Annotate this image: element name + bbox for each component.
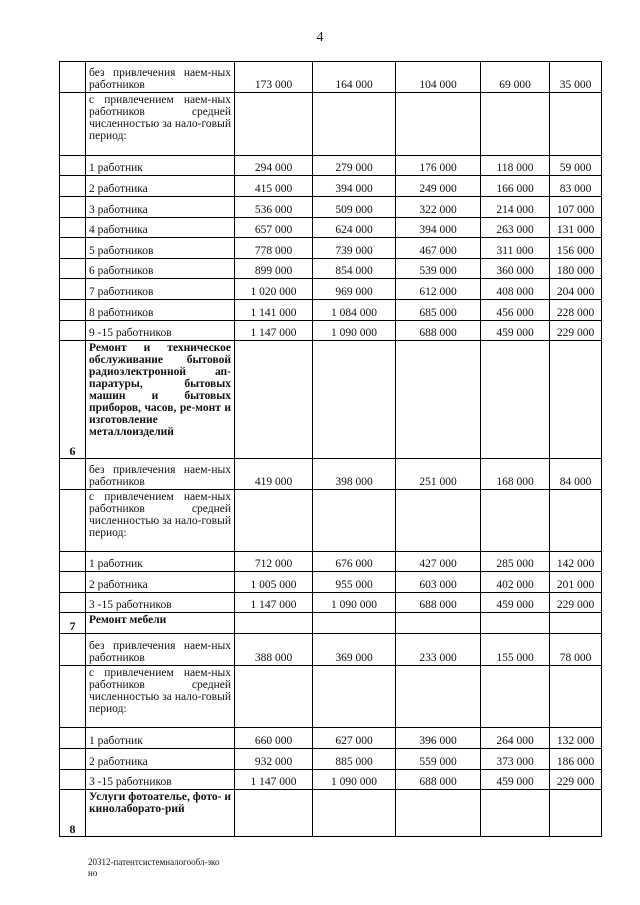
value-cell: 739 000 [313,238,396,259]
value-cell [235,93,313,156]
value-cell: 142 000 [550,552,602,572]
table-row [60,321,602,341]
value-cell: 168 000 [481,459,550,490]
value-cell: 83 000 [550,176,602,197]
table-row [60,238,602,259]
row-number-cell [60,770,86,790]
value-cell: 229 000 [550,321,602,341]
value-cell: 369 000 [313,634,396,666]
row-number-cell: 8 [60,790,86,837]
value-cell: 612 000 [396,279,481,300]
table-row [60,790,602,837]
value-cell: 885 000 [313,749,396,770]
value-cell [396,666,481,728]
table-row [60,459,602,490]
value-cell [235,666,313,728]
table-row [60,300,602,321]
row-number-cell [60,749,86,770]
description-cell: Услуги фотоателье, фото- и кинолаборато-рий [86,790,235,837]
value-cell [396,341,481,459]
value-cell: 118 000 [481,156,550,176]
row-number-cell [60,197,86,218]
value-cell: 166 000 [481,176,550,197]
table-row [60,666,602,728]
table-row [60,259,602,279]
description-cell: Ремонт и техническое обслуживание бытовой радиоэлектронной ап-паратуры, бытовых машин и бытовых приборов, часов, ре-монт и изготовление металлоизделий [86,341,235,459]
value-cell: 155 000 [481,634,550,666]
table-row [60,197,602,218]
value-cell: 456 000 [481,300,550,321]
description-cell: 1 работник [86,728,235,749]
value-cell: 107 000 [550,197,602,218]
value-cell: 35 000 [550,62,602,93]
description-cell: 2 работника [86,572,235,593]
value-cell: 285 000 [481,552,550,572]
value-cell: 559 000 [396,749,481,770]
value-cell: 1 090 000 [313,593,396,613]
value-cell: 204 000 [550,279,602,300]
value-cell: 59 000 [550,156,602,176]
table-row [60,93,602,156]
table-row [60,62,602,93]
value-cell [235,613,313,634]
value-cell: 229 000 [550,593,602,613]
value-cell [550,666,602,728]
value-cell: 394 000 [313,176,396,197]
value-cell [481,790,550,837]
table-row [60,728,602,749]
value-cell: 899 000 [235,259,313,279]
footer-line-1: 20312-патентсистемналогообл-зко [88,857,220,867]
value-cell: 539 000 [396,259,481,279]
description-cell: с привлечением наем-ных работников средней численностью за нало-говый период: [86,93,235,156]
value-cell [313,341,396,459]
value-cell: 676 000 [313,552,396,572]
value-cell: 396 000 [396,728,481,749]
description-cell: без привлечения наем-ных работников [86,634,235,666]
description-cell: без привлечения наем-ных работников [86,459,235,490]
value-cell: 104 000 [396,62,481,93]
table-row [60,634,602,666]
value-cell: 228 000 [550,300,602,321]
value-cell: 233 000 [396,634,481,666]
value-cell: 627 000 [313,728,396,749]
value-cell: 201 000 [550,572,602,593]
description-cell: 6 работников [86,259,235,279]
value-cell: 394 000 [396,218,481,238]
tax-rates-table [59,61,602,837]
value-cell: 657 000 [235,218,313,238]
description-cell: 1 работник [86,552,235,572]
row-number-cell [60,218,86,238]
value-cell: 660 000 [235,728,313,749]
value-cell: 688 000 [396,593,481,613]
value-cell: 1 147 000 [235,321,313,341]
value-cell [481,666,550,728]
value-cell: 854 000 [313,259,396,279]
description-cell: 3 работника [86,197,235,218]
value-cell [550,93,602,156]
value-cell: 932 000 [235,749,313,770]
value-cell: 509 000 [313,197,396,218]
value-cell: 294 000 [235,156,313,176]
value-cell: 373 000 [481,749,550,770]
value-cell: 1 147 000 [235,770,313,790]
row-number-cell [60,593,86,613]
value-cell [481,613,550,634]
description-cell: 5 работников [86,238,235,259]
row-number-cell [60,321,86,341]
value-cell: 685 000 [396,300,481,321]
footer-doc-id [88,857,219,879]
value-cell: 459 000 [481,593,550,613]
row-number-cell [60,459,86,490]
description-cell: 3 -15 работников [86,593,235,613]
value-cell: 1 084 000 [313,300,396,321]
value-cell [550,341,602,459]
value-cell [550,790,602,837]
description-cell: без привлечения наем-ных работников [86,62,235,93]
value-cell [313,790,396,837]
value-cell [396,790,481,837]
value-cell: 459 000 [481,770,550,790]
row-number-cell [60,279,86,300]
row-number-cell [60,552,86,572]
value-cell: 712 000 [235,552,313,572]
table-row [60,176,602,197]
value-cell: 688 000 [396,770,481,790]
table-row [60,613,602,634]
value-cell: 388 000 [235,634,313,666]
value-cell: 1 147 000 [235,593,313,613]
value-cell [481,93,550,156]
table-row [60,770,602,790]
value-cell [313,93,396,156]
value-cell: 156 000 [550,238,602,259]
value-cell: 459 000 [481,321,550,341]
value-cell: 264 000 [481,728,550,749]
row-number-cell [60,728,86,749]
table-body [60,62,602,837]
value-cell: 132 000 [550,728,602,749]
value-cell: 1 141 000 [235,300,313,321]
value-cell: 131 000 [550,218,602,238]
value-cell: 419 000 [235,459,313,490]
row-number-cell: 7 [60,613,86,634]
value-cell: 360 000 [481,259,550,279]
page-number: 4 [316,30,324,45]
description-cell: 2 работника [86,176,235,197]
footer-line-2: но [88,868,98,878]
description-cell: 2 работника [86,749,235,770]
value-cell: 536 000 [235,197,313,218]
value-cell [550,613,602,634]
value-cell: 955 000 [313,572,396,593]
value-cell: 427 000 [396,552,481,572]
description-cell: 4 работника [86,218,235,238]
value-cell [235,490,313,552]
row-number-cell [60,259,86,279]
row-number-cell [60,634,86,666]
value-cell [235,341,313,459]
row-number-cell [60,572,86,593]
row-number-cell: 6 [60,341,86,459]
value-cell: 164 000 [313,62,396,93]
table-row [60,156,602,176]
description-cell: с привлечением наем-ных работников средней численностью за нало-говый период: [86,666,235,728]
value-cell: 778 000 [235,238,313,259]
value-cell: 279 000 [313,156,396,176]
table-row [60,593,602,613]
value-cell [313,666,396,728]
row-number-cell [60,666,86,728]
value-cell: 173 000 [235,62,313,93]
row-number-cell [60,490,86,552]
value-cell: 1 005 000 [235,572,313,593]
row-number-cell [60,62,86,93]
row-number-cell [60,238,86,259]
description-cell: 3 -15 работников [86,770,235,790]
description-cell: 7 работников [86,279,235,300]
table-row [60,552,602,572]
value-cell: 467 000 [396,238,481,259]
row-number-cell [60,93,86,156]
table-row [60,279,602,300]
value-cell [235,790,313,837]
value-cell: 251 000 [396,459,481,490]
value-cell: 180 000 [550,259,602,279]
value-cell: 1 090 000 [313,770,396,790]
table-row [60,749,602,770]
value-cell [481,341,550,459]
value-cell: 78 000 [550,634,602,666]
row-number-cell [60,176,86,197]
value-cell: 176 000 [396,156,481,176]
value-cell [313,613,396,634]
value-cell: 69 000 [481,62,550,93]
value-cell: 263 000 [481,218,550,238]
value-cell: 186 000 [550,749,602,770]
value-cell [396,93,481,156]
table-row [60,572,602,593]
table-row [60,490,602,552]
value-cell: 603 000 [396,572,481,593]
value-cell: 624 000 [313,218,396,238]
description-cell: 9 -15 работников [86,321,235,341]
value-cell: 214 000 [481,197,550,218]
description-cell: Ремонт мебели [86,613,235,634]
value-cell: 229 000 [550,770,602,790]
value-cell: 688 000 [396,321,481,341]
value-cell: 1 020 000 [235,279,313,300]
table-row [60,218,602,238]
value-cell: 249 000 [396,176,481,197]
value-cell: 408 000 [481,279,550,300]
value-cell [313,490,396,552]
description-cell: 1 работник [86,156,235,176]
value-cell: 398 000 [313,459,396,490]
description-cell: с привлечением наем-ных работников средней численностью за нало-говый период: [86,490,235,552]
value-cell [550,490,602,552]
value-cell: 84 000 [550,459,602,490]
value-cell: 311 000 [481,238,550,259]
value-cell [481,490,550,552]
value-cell: 322 000 [396,197,481,218]
row-number-cell [60,156,86,176]
table-row [60,341,602,459]
description-cell: 8 работников [86,300,235,321]
value-cell: 402 000 [481,572,550,593]
value-cell: 1 090 000 [313,321,396,341]
value-cell [396,613,481,634]
row-number-cell [60,300,86,321]
value-cell [396,490,481,552]
value-cell: 415 000 [235,176,313,197]
value-cell: 969 000 [313,279,396,300]
